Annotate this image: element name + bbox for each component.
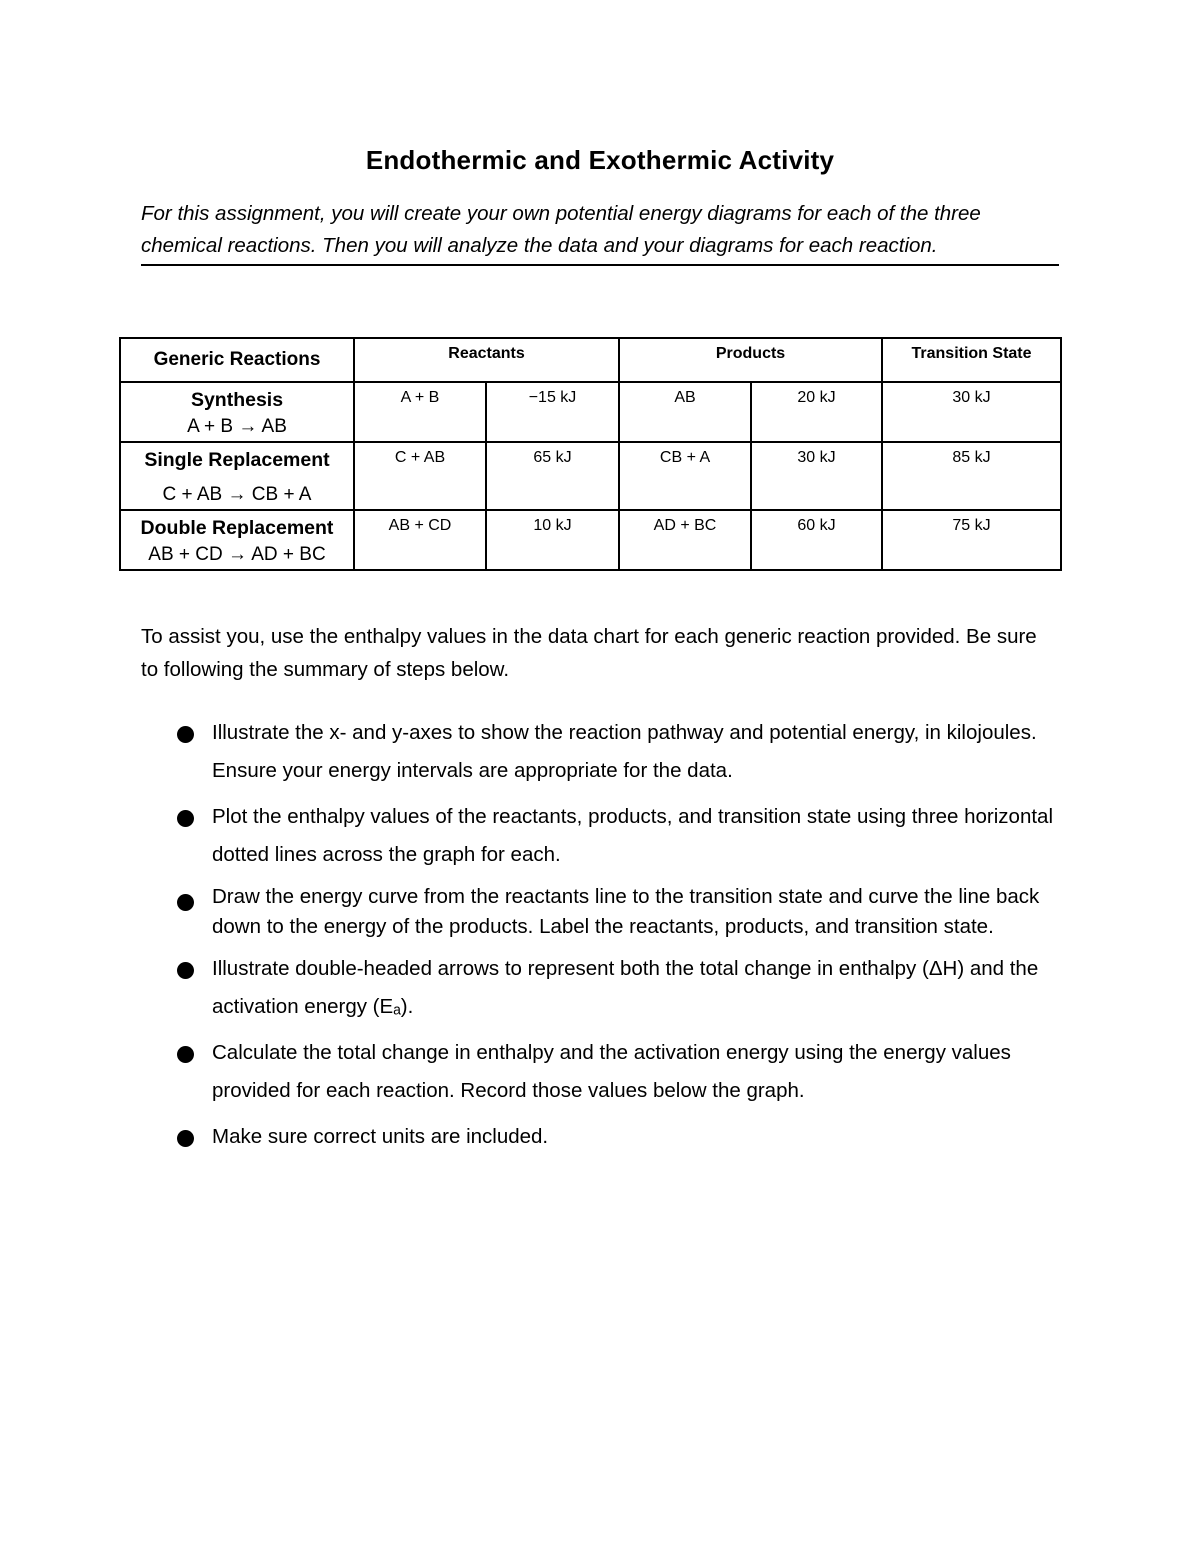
reactants-formula: A + B [400, 389, 440, 406]
reaction-cell [120, 442, 354, 510]
reactants-energy: 10 kJ [533, 517, 572, 534]
reactants-energy-cell [486, 442, 619, 510]
reactants-energy: 65 kJ [533, 449, 572, 466]
products-cell [619, 442, 751, 510]
list-item [175, 1118, 1075, 1156]
bullet-icon [177, 1046, 194, 1063]
step-text: Make sure correct units are included. [212, 1125, 549, 1148]
table-row [120, 382, 1061, 442]
reaction-name: Single Replacement [144, 449, 330, 471]
transition-state-cell [882, 382, 1061, 442]
products-energy-cell [751, 382, 882, 442]
products-formula: CB + A [659, 449, 711, 466]
bullet-icon [177, 962, 194, 979]
reactants-energy-cell [486, 510, 619, 570]
assist-paragraph: To assist you, use the enthalpy values in the data chart for each generic reaction provided. Be sure to following the summary of steps below. [141, 625, 1037, 681]
reaction-equation: AB + CD → AD + BC [148, 544, 326, 565]
step-text: Draw the energy curve from the reactants line to the transition state and curve the line back down to the energy of the products. Label the reactants, products, and transition state. [212, 885, 1040, 938]
table-row [120, 442, 1061, 510]
reactants-energy: −15 kJ [528, 389, 577, 406]
list-item [175, 714, 1075, 790]
step-text: Plot the enthalpy values of the reactants, products, and transition state using three horizontal dotted lines across the graph for each. [212, 805, 1054, 866]
reaction-cell [120, 510, 354, 570]
products-formula: AD + BC [653, 517, 717, 534]
reaction-equation: A + B → AB [187, 416, 287, 437]
header-reactants: Reactants [354, 338, 619, 382]
reaction-equation: C + AB → CB + A [162, 484, 312, 505]
list-item [175, 1034, 1075, 1110]
step-text: Illustrate the x- and y-axes to show the reaction pathway and potential energy, in kilojoules. Ensure your energy intervals are appropriate for the data. [212, 721, 1037, 782]
table-row [120, 510, 1061, 570]
reactants-cell [354, 442, 486, 510]
step-text: Illustrate double-headed arrows to represent both the total change in enthalpy (ΔH) and the activation energy (Eₐ). [212, 957, 1039, 1018]
reactants-cell [354, 510, 486, 570]
reaction-name: Synthesis [190, 389, 284, 411]
page-title: Endothermic and Exothermic Activity [365, 145, 835, 175]
reactants-energy-cell [486, 382, 619, 442]
bullet-icon [177, 810, 194, 827]
list-item [175, 882, 1075, 942]
intro-paragraph: For this assignment, you will create your own potential energy diagrams for each of the three chemical reactions. Then you will analyze the data and your diagrams for each reaction. [141, 198, 1059, 266]
table-header-row [120, 338, 1061, 382]
bullet-icon [177, 894, 194, 911]
steps-list [175, 714, 1075, 1164]
reaction-cell [120, 382, 354, 442]
reaction-name: Double Replacement [140, 517, 334, 539]
products-energy: 60 kJ [797, 517, 836, 534]
transition-state-energy: 30 kJ [952, 389, 991, 406]
header-transition-state: Transition State [882, 338, 1061, 382]
transition-state-cell [882, 442, 1061, 510]
transition-state-energy: 85 kJ [952, 449, 991, 466]
bullet-icon [177, 1130, 194, 1147]
products-energy: 30 kJ [797, 449, 836, 466]
transition-state-cell [882, 510, 1061, 570]
products-energy-cell [751, 510, 882, 570]
list-item [175, 950, 1075, 1026]
list-item [175, 798, 1075, 874]
transition-state-energy: 75 kJ [952, 517, 991, 534]
header-products: Products [619, 338, 882, 382]
reactants-cell [354, 382, 486, 442]
reactants-formula: C + AB [394, 449, 446, 466]
step-text: Calculate the total change in enthalpy and the activation energy using the energy values provided for each reaction. Record those values below the graph. [212, 1041, 1011, 1102]
reactants-formula: AB + CD [388, 517, 452, 534]
reaction-data-table [119, 337, 1062, 571]
products-formula: AB [674, 389, 696, 406]
products-cell [619, 510, 751, 570]
bullet-icon [177, 726, 194, 743]
products-energy-cell [751, 442, 882, 510]
header-generic-reactions: Generic Reactions [120, 338, 354, 382]
products-cell [619, 382, 751, 442]
products-energy: 20 kJ [797, 389, 836, 406]
